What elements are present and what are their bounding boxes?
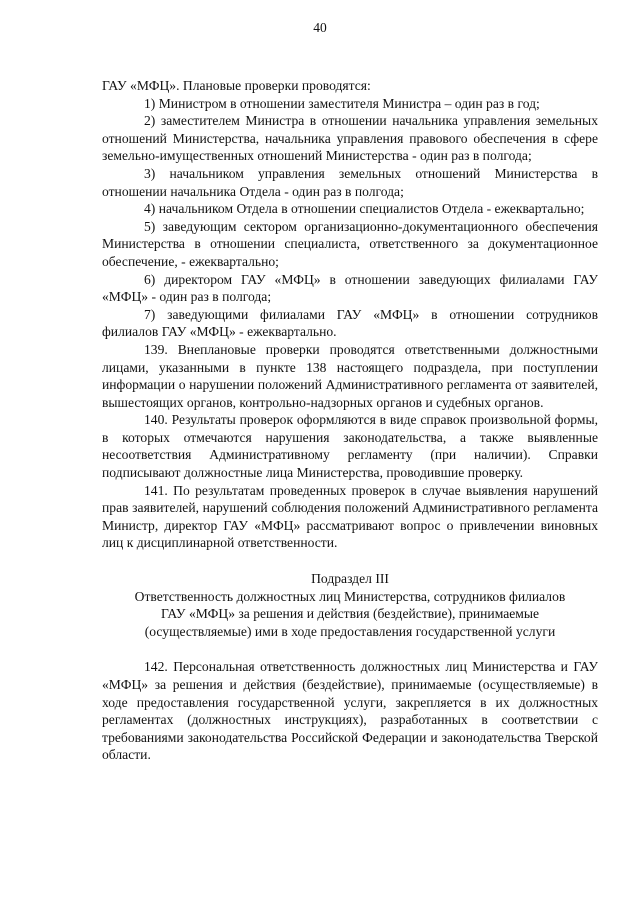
section-title-line: ГАУ «МФЦ» за решения и действия (бездействие), принимаемые [160, 606, 540, 622]
list-item: 1) Министром в отношении заместителя Министра – один раз в год; [144, 95, 540, 111]
paragraph-139: 139. Внеплановые проверки проводятся ответственными должностными лицами, указанными в пункте 138 настоящего подраздела, при поступлении информации о нарушении положений Административного регламента от заявителей, вышестоящих органов, контрольно-надзорных органов и судебных органов. [102, 341, 598, 410]
page-number: 40 [313, 20, 327, 35]
list-item: 2) заместителем Министра в отношении начальника управления земельных отношений Министерства, начальника управления правового обеспечения в сфере земельно-имущественных отношений Министерства - один раз в полгода; [102, 113, 598, 164]
list-item: 5) заведующим сектором организационно-документационного обеспечения Министерства в отношении специалиста, ответственного за документационное обеспечение, - ежеквартально; [102, 218, 598, 269]
list-item: 6) директором ГАУ «МФЦ» в отношении заведующих филиалами ГАУ «МФЦ» - один раз в полгода; [102, 271, 598, 305]
paragraph-142: 142. Персональная ответственность должностных лиц Министерства и ГАУ «МФЦ» за решения и действия (бездействие), принимаемые (осуществляемые) в ходе предоставления государственной услуги, закрепляется в их должностных регламентах (должностных инструкциях), разработанных в соответствии с требованиями законодательства Российской Федерации и законодательства Тверской области. [102, 659, 598, 763]
section-title-line: Ответственность должностных лиц Министерства, сотрудников филиалов [134, 588, 566, 604]
paragraph-141: 141. По результатам проведенных проверок в случае выявления нарушений прав заявителей, нарушений соблюдения положений Административного регламента Министр, директор ГАУ «МФЦ» рассматривают вопрос о привлечении виновных лиц к дисциплинарной ответственности. [102, 482, 598, 551]
section-title-line: (осуществляемые) ими в ходе предоставления государственной услуги [144, 623, 556, 639]
paragraph: ГАУ «МФЦ». Плановые проверки проводятся: [102, 78, 371, 93]
section-label: Подраздел III [311, 571, 389, 587]
spacer [102, 552, 598, 570]
paragraph-140: 140. Результаты проверок оформляются в виде справок произвольной формы, в которых отмечаются нарушения законодательства, а также выявленные несоответствия Административному регламенту (при наличии). Справки подписывают должностные лица Министерства, проводившие проверку. [102, 412, 598, 481]
document-body [102, 77, 598, 764]
list-item: 7) заведующими филиалами ГАУ «МФЦ» в отношении сотрудников филиалов ГАУ «МФЦ» - ежеквартально. [102, 306, 598, 340]
spacer [102, 640, 598, 658]
list-item: 3) начальником управления земельных отношений Министерства в отношении начальника Отдела - один раз в полгода; [102, 165, 598, 199]
list-item: 4) начальником Отдела в отношении специалистов Отдела - ежеквартально; [144, 201, 585, 217]
